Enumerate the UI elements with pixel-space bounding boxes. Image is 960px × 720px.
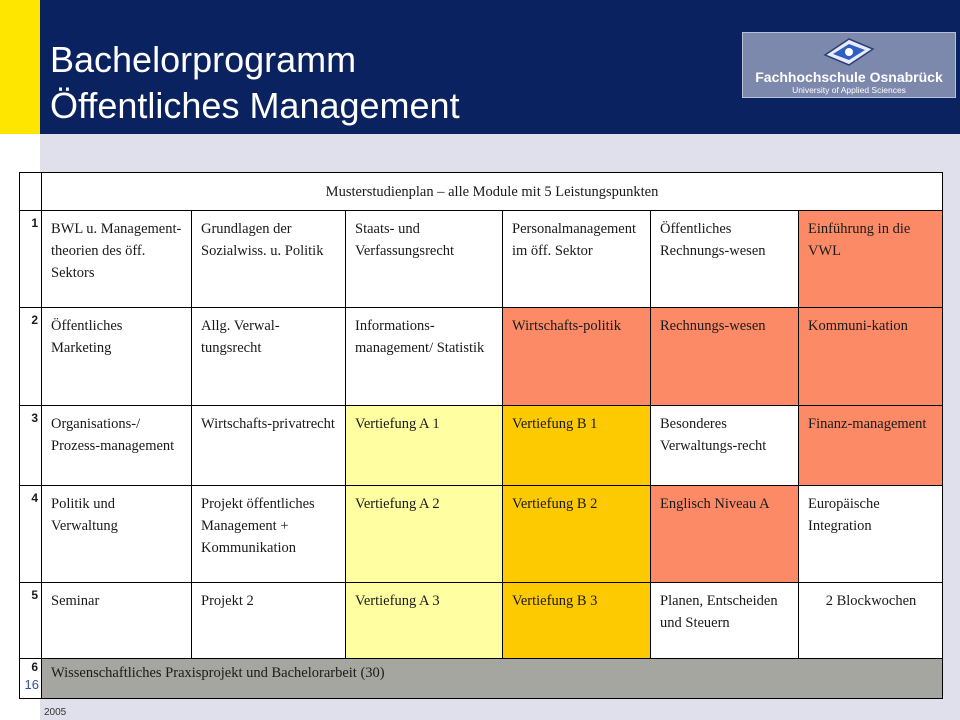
module-cell: Vertiefung A 2 (346, 486, 503, 583)
module-cell: Allg. Verwal-tungsrecht (192, 308, 346, 406)
table-row (20, 211, 943, 308)
table-header-row (20, 173, 943, 211)
module-cell: Öffentliches Rechnungs-wesen (651, 211, 799, 308)
title-line-2: Öffentliches Management (50, 85, 460, 126)
module-cell: Politik und Verwaltung (42, 486, 192, 583)
module-cell: Wirtschafts-politik (503, 308, 651, 406)
module-cell: Projekt 2 (192, 583, 346, 659)
semester-number-cell (20, 659, 42, 699)
title-line-1: Bachelorprogramm (50, 39, 357, 80)
table-row (20, 486, 943, 583)
module-cell: Öffentliches Marketing (42, 308, 192, 406)
page-number: 16 (24, 677, 39, 692)
study-plan-table (19, 172, 943, 699)
module-cell: Seminar (42, 583, 192, 659)
semester-number: 5 (20, 583, 42, 659)
module-cell: Informations-management/ Statistik (346, 308, 503, 406)
table-row (20, 659, 943, 699)
module-cell: Vertiefung A 1 (346, 406, 503, 486)
module-cell: Rechnungs-wesen (651, 308, 799, 406)
footer-year: 2005 (44, 707, 67, 718)
module-cell: Vertiefung B 3 (503, 583, 651, 659)
table-corner-cell (20, 173, 42, 211)
table-row (20, 583, 943, 659)
logo-name: Fachhochschule Osnabrück (755, 69, 943, 85)
module-cell: Staats- und Verfassungsrecht (346, 211, 503, 308)
logo-subtitle: University of Applied Sciences (792, 85, 906, 95)
semester-number: 4 (20, 486, 42, 583)
module-cell: Besonderes Verwaltungs-recht (651, 406, 799, 486)
module-cell: Einführung in die VWL (799, 211, 943, 308)
table-row (20, 308, 943, 406)
university-logo (742, 32, 956, 98)
thesis-cell: Wissenschaftliches Praxisprojekt und Bachelorarbeit (30) (42, 659, 943, 699)
module-cell: Europäische Integration (799, 486, 943, 583)
module-cell: Grundlagen der Sozialwiss. u. Politik (192, 211, 346, 308)
semester-number: 3 (20, 406, 42, 486)
module-cell: Finanz-management (799, 406, 943, 486)
logo-emblem-icon (815, 37, 879, 67)
module-cell: Wirtschafts-privatrecht (192, 406, 346, 486)
module-cell: Personalmanagement im öff. Sektor (503, 211, 651, 308)
module-cell: BWL u. Management-theorien des öff. Sektors (42, 211, 192, 308)
module-cell: Englisch Niveau A (651, 486, 799, 583)
module-cell: Kommuni-kation (799, 308, 943, 406)
module-cell: Projekt öffentliches Management + Kommunikation (192, 486, 346, 583)
semester-number: 1 (20, 211, 42, 308)
table-title-cell: Musterstudienplan – alle Module mit 5 Leistungspunkten (42, 173, 943, 211)
module-cell: Vertiefung A 3 (346, 583, 503, 659)
module-cell: Planen, Entscheiden und Steuern (651, 583, 799, 659)
table-row (20, 406, 943, 486)
semester-number: 6 (31, 660, 38, 674)
yellow-accent-bar (0, 0, 40, 134)
semester-number: 2 (20, 308, 42, 406)
module-cell: Organisations-/ Prozess-management (42, 406, 192, 486)
module-cell: 2 Blockwochen (799, 583, 943, 659)
module-cell: Vertiefung B 1 (503, 406, 651, 486)
module-cell: Vertiefung B 2 (503, 486, 651, 583)
